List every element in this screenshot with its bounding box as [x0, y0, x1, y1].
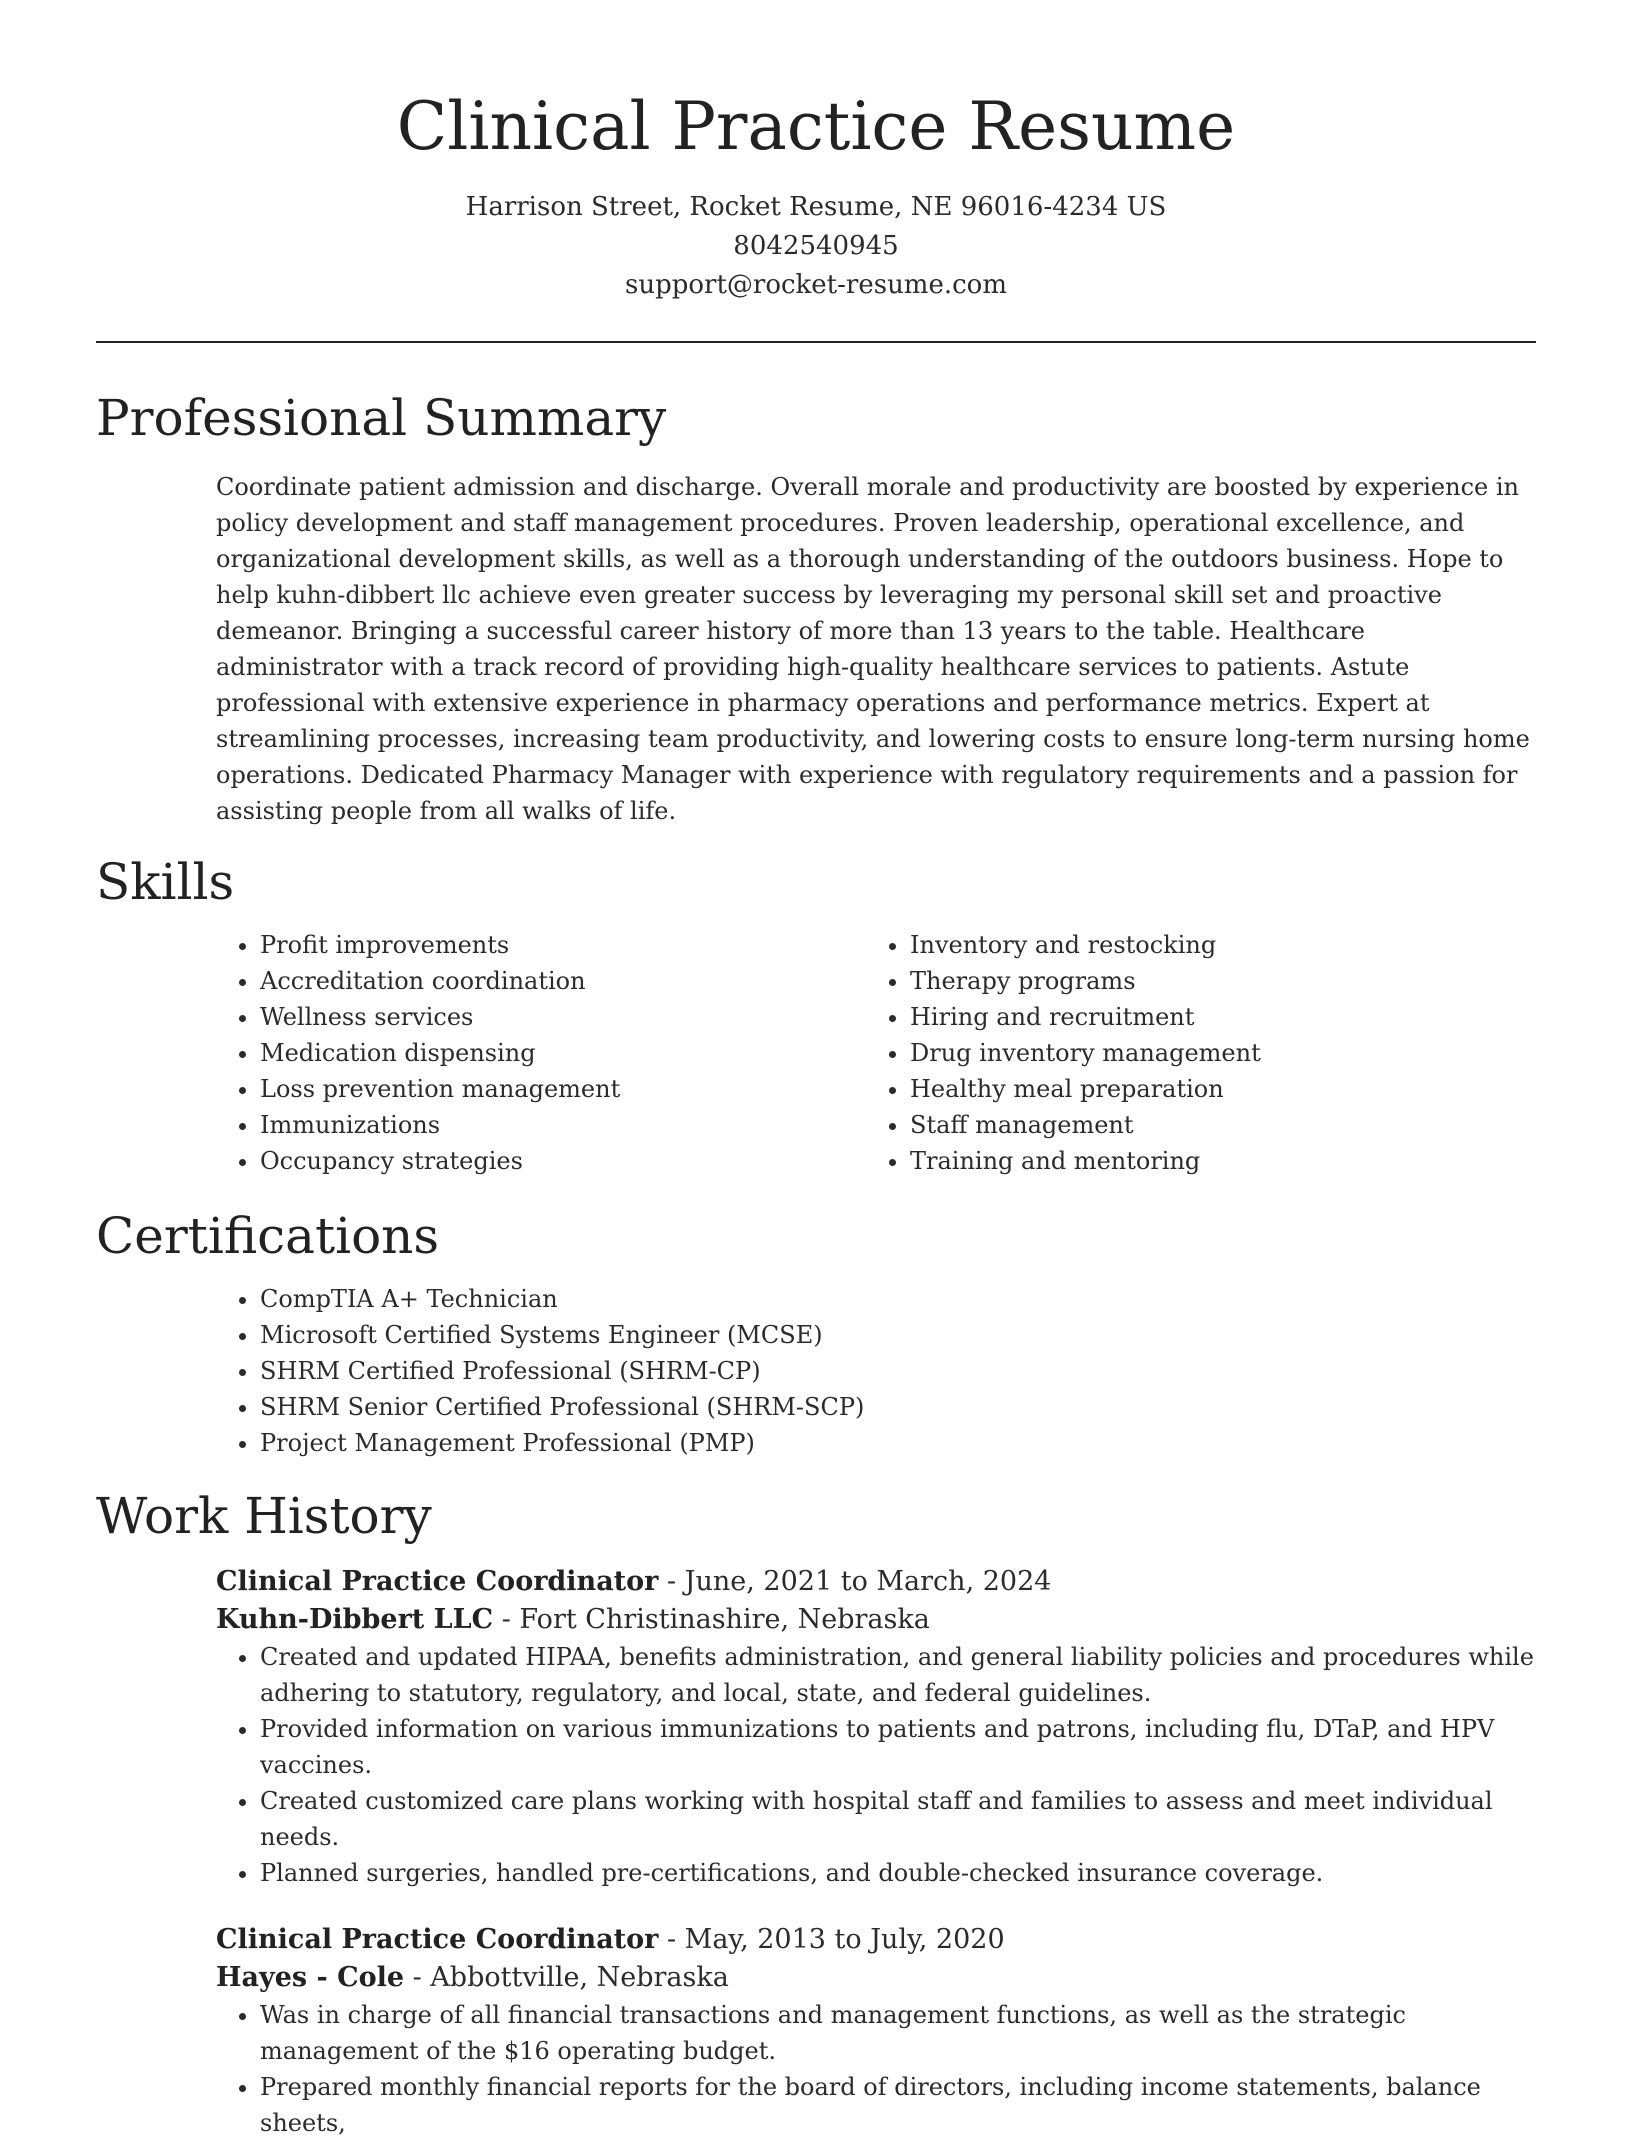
job-entry — [216, 1921, 1536, 2141]
contact-phone: 8042540945 — [733, 231, 899, 261]
skill-item: • Loss prevention management — [260, 1071, 866, 1107]
skills-heading: Skills — [96, 853, 235, 911]
work-history-heading: Work History — [96, 1487, 432, 1545]
resume-page — [96, 0, 1536, 2141]
job-bullet: • Prepared monthly financial reports for the board of directors, including income statements, balance sheets, — [260, 2069, 1536, 2141]
contact-email: support@rocket-resume.com — [624, 270, 1007, 300]
job-entry — [216, 1563, 1536, 1891]
job-title-line — [216, 1921, 1536, 1959]
job-location: - Fort Christinashire, Nebraska — [493, 1604, 930, 1635]
resume-header — [96, 0, 1536, 305]
skill-item: • Drug inventory management — [910, 1035, 1516, 1071]
summary-text: Coordinate patient admission and discharge. Overall morale and productivity are boosted by experience in policy development and staff management procedures. Proven leadership, operational excellence, and organizational development skills, as well as a thorough understanding of the outdoors business. Hope to help kuhn-dibbert llc achieve even greater success by leveraging my personal skill set and proactive demeanor. Bringing a successful career history of more than 13 years to the table. Healthcare administrator with a track record of providing high-quality healthcare services to patients. Astute professional with extensive experience in pharmacy operations and performance metrics. Expert at streamlining processes, increasing team productivity, and lowering costs to ensure long-term nursing home operations. Dedicated Pharmacy Manager with experience with regulatory requirements and a passion for assisting people from all walks of life. — [216, 473, 1530, 825]
skills-list-right — [866, 927, 1516, 1179]
job-role: Clinical Practice Coordinator — [216, 1566, 659, 1597]
job-company-line — [216, 1601, 1536, 1639]
job-company: Hayes - Cole — [216, 1962, 405, 1993]
skill-item: • Therapy programs — [910, 963, 1516, 999]
skill-item: • Profit improvements — [260, 927, 866, 963]
skills-list-left — [216, 927, 866, 1179]
skill-item: • Inventory and restocking — [910, 927, 1516, 963]
job-bullet: • Created and updated HIPAA, benefits administration, and general liability policies and procedures while adhering to statutory, regulatory, and local, state, and federal guidelines. — [260, 1639, 1536, 1711]
job-bullet: • Planned surgeries, handled pre-certifications, and double-checked insurance coverage. — [260, 1855, 1536, 1891]
certifications-block — [216, 1281, 1536, 1461]
skills-column-left — [216, 927, 866, 1179]
skill-item: • Healthy meal preparation — [910, 1071, 1516, 1107]
certification-item: • SHRM Senior Certified Professional (SHRM-SCP) — [260, 1389, 1536, 1425]
certifications-list — [216, 1281, 1536, 1461]
resume-name: Clinical Practice Resume — [396, 88, 1236, 165]
skill-item: • Accreditation coordination — [260, 963, 866, 999]
skill-item: • Medication dispensing — [260, 1035, 866, 1071]
job-bullet: • Provided information on various immunizations to patients and patrons, including flu, DTaP, and HPV vaccines. — [260, 1711, 1536, 1783]
job-company: Kuhn-Dibbert LLC — [216, 1604, 494, 1635]
certifications-heading: Certifications — [96, 1207, 440, 1265]
skill-item: • Training and mentoring — [910, 1143, 1516, 1179]
skill-item: • Hiring and recruitment — [910, 999, 1516, 1035]
summary-heading: Professional Summary — [96, 389, 667, 447]
job-bullet-list — [216, 1639, 1536, 1891]
certification-item: • SHRM Certified Professional (SHRM-CP) — [260, 1353, 1536, 1389]
job-location: - Abbottville, Nebraska — [404, 1962, 729, 1993]
certification-item: • Project Management Professional (PMP) — [260, 1425, 1536, 1461]
job-company-line — [216, 1959, 1536, 1997]
header-divider — [96, 341, 1536, 343]
job-bullet: • Was in charge of all financial transactions and management functions, as well as the strategic management of the $16 operating budget. — [260, 1997, 1536, 2069]
job-bullet: • Created customized care plans working with hospital staff and families to assess and meet individual needs. — [260, 1783, 1536, 1855]
work-history-block — [216, 1563, 1536, 2141]
certification-item: • CompTIA A+ Technician — [260, 1281, 1536, 1317]
certification-item: • Microsoft Certified Systems Engineer (MCSE) — [260, 1317, 1536, 1353]
skills-grid — [216, 927, 1536, 1179]
job-dates: - May, 2013 to July, 2020 — [658, 1924, 1005, 1955]
contact-block — [96, 188, 1536, 305]
job-role: Clinical Practice Coordinator — [216, 1924, 659, 1955]
skill-item: • Staff management — [910, 1107, 1516, 1143]
skill-item: • Immunizations — [260, 1107, 866, 1143]
job-bullet-list — [216, 1997, 1536, 2141]
job-title-line — [216, 1563, 1536, 1601]
skills-column-right — [866, 927, 1516, 1179]
skill-item: • Occupancy strategies — [260, 1143, 866, 1179]
skill-item: • Wellness services — [260, 999, 866, 1035]
job-dates: - June, 2021 to March, 2024 — [658, 1566, 1052, 1597]
contact-address: Harrison Street, Rocket Resume, NE 96016-4234 US — [465, 192, 1167, 222]
